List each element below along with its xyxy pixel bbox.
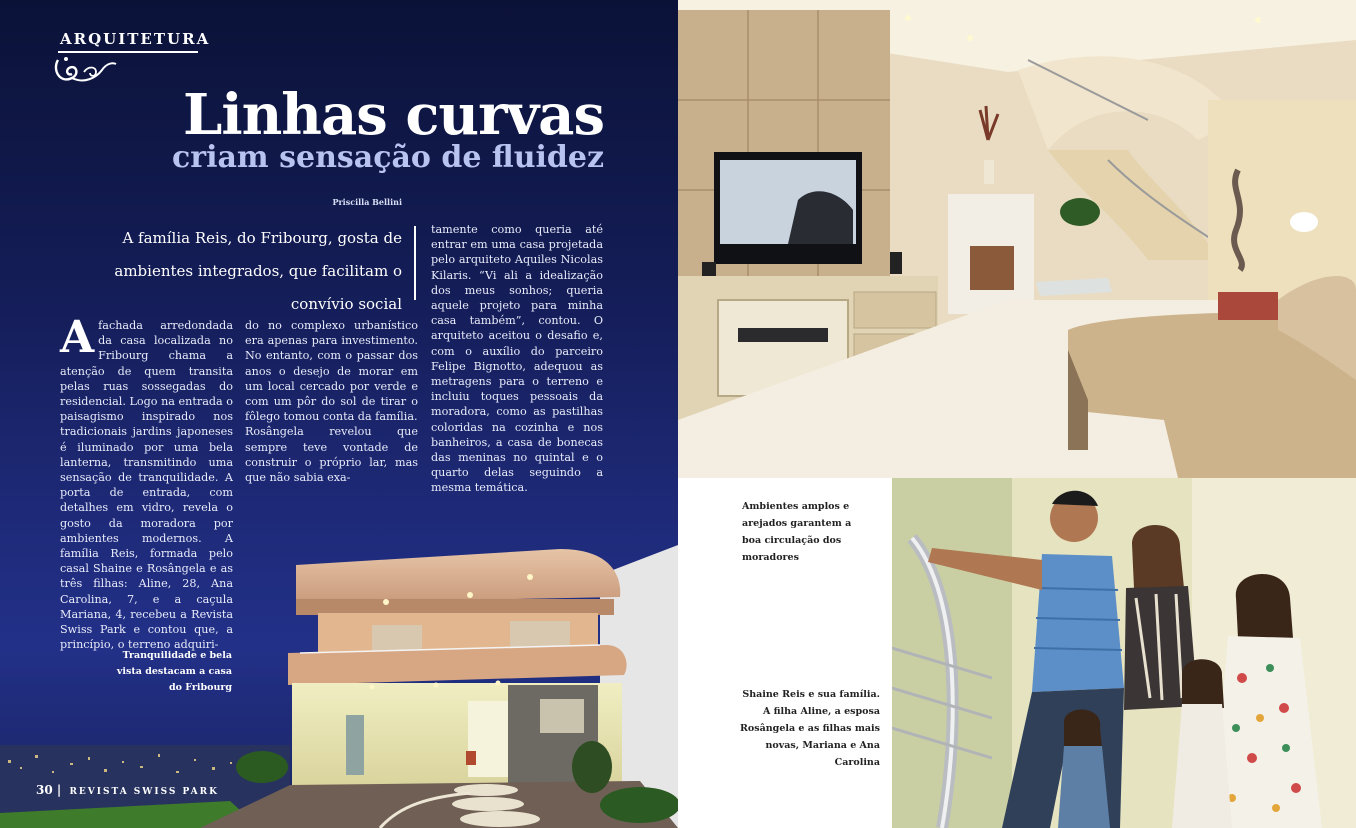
caption-living-room: Ambientes amplos e arejados garantem a boa circulação dos moradores [742, 501, 852, 563]
body-column-2 [245, 318, 418, 485]
ornament-icon [50, 50, 120, 90]
folio-separator: | [56, 783, 62, 797]
caption-family: Shaine Reis e sua família. A filha Aline, a esposa Rosângela e as filhas mais novas, Mariana e Ana Carolina [740, 689, 880, 768]
body-column-3 [431, 222, 603, 496]
house-photo [0, 505, 678, 828]
living-room-photo [678, 0, 1356, 478]
drop-cap: A [60, 312, 95, 363]
headline: Linhas curvas [182, 82, 604, 148]
page-number: 30 [36, 783, 53, 797]
body-text-2a: do no complexo urbanístico era apenas para investimento. No entanto, com o passar dos anos o desejo de morar em um local cercado por verde e com um pôr do sol de tirar o fôlego tomou conta da família. [245, 319, 418, 424]
right-page [678, 0, 1356, 828]
magazine-name: REVISTA SWISS PARK [69, 787, 219, 797]
caption-house: Tranquilidade e bela vista destacam a casa do Fribourg [116, 650, 232, 693]
body-text-2b: Rosângela revelou que sempre teve vontade de construir o próprio lar, mas que não sabia exa- [245, 425, 418, 485]
lead-divider [414, 226, 416, 300]
folio [36, 783, 219, 797]
body-text-1: fachada arredondada da casa localizada no Fribourg chama a atenção de quem transita pelas ruas sossegadas do residencial. Logo na entrada o paisagismo inspirado nos tradicionais jardins japoneses é iluminado por uma bela lanterna, transmitindo uma sensação de tranquilidade. A porta de entrada, com detalhes em vidro, revela o gosto da moradora por ambientes modernos. A família Reis, formada pelo casal Shaine e Rosângela e as três filhas: Aline, 28, Ana Carolina, 7, e a caçula Mariana, 4, recebeu a Revista Swiss Park e contou que, a princípio, o terreno adquiri- [60, 319, 233, 652]
section-tag: ARQUITETURA [60, 30, 211, 48]
subhead: criam sensação de fluidez [172, 140, 604, 175]
body-text-3: tamente como queria até entrar em uma casa projetada pelo arquiteto Aquiles Nicolas Kilaris. “Vi ali a idealização dos meus sonhos; queria aquele projeto para minha casa também”, contou. O arquiteto aceitou o desafio e, com o auxílio do parceiro Felipe Bignotto, adequou as metragens para o terreno e incluiu toques pessoais da moradora, como as pastilhas coloridas na cozinha e nos banheiros, a casa de bonecas das meninas no quintal e o quarto delas seguindo a mesma temática. [431, 223, 603, 495]
family-photo [892, 478, 1356, 828]
lead-paragraph: A família Reis, do Fribourg, gosta de ambientes integrados, que facilitam o convívio social [114, 229, 402, 313]
byline: Priscilla Bellini [332, 197, 402, 207]
